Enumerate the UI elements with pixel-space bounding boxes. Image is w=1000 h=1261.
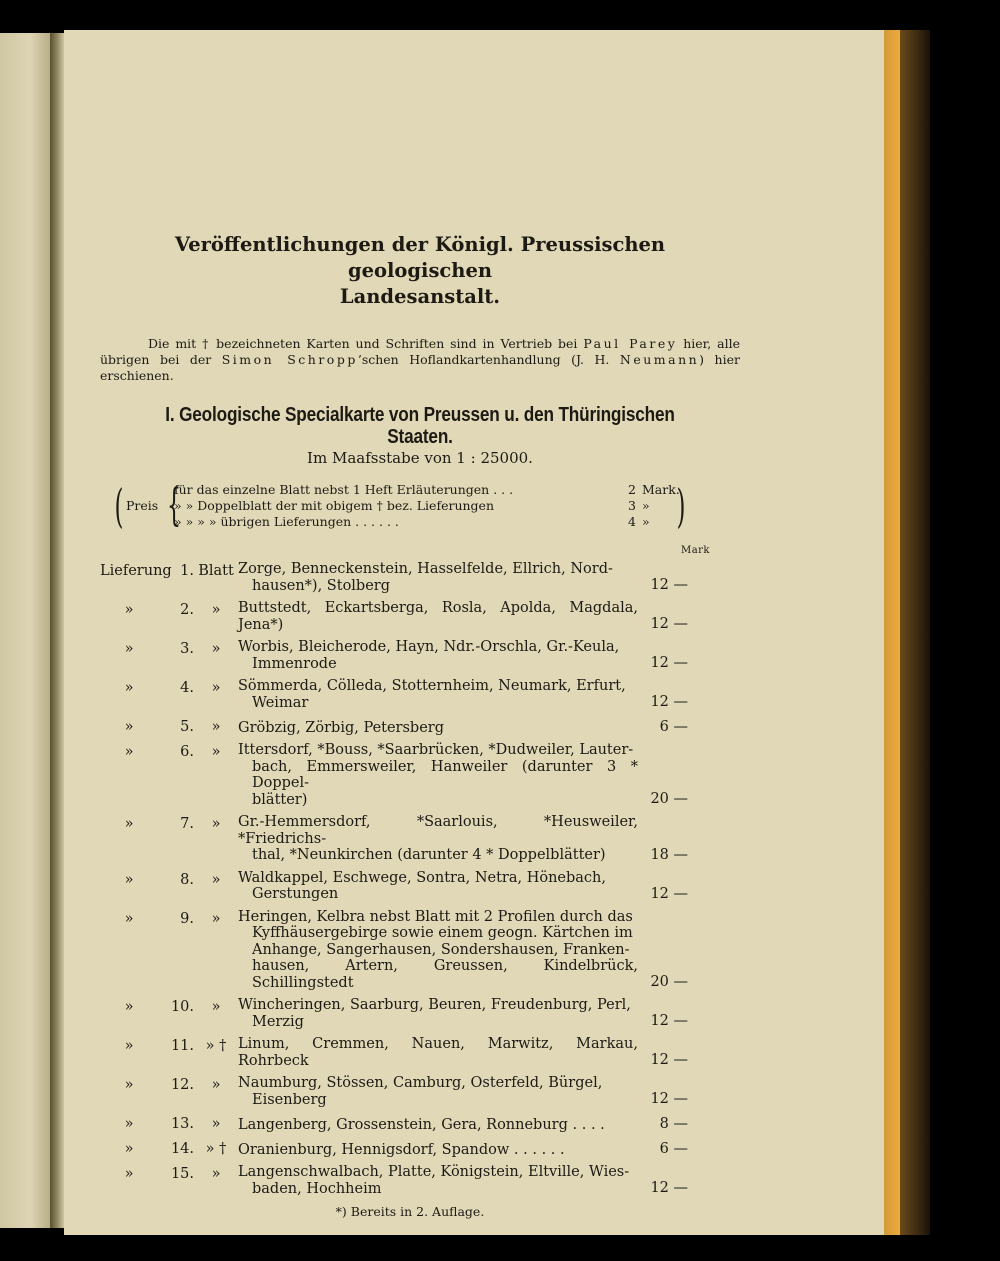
right-paren: ) (676, 479, 686, 533)
entry-lieferung: » (124, 910, 134, 927)
entry-sheets (238, 1117, 638, 1134)
entry-sheet-line: Oranienburg, Hennigsdorf, Spandow . . . . . . (238, 1141, 565, 1158)
entry-number: 8. (180, 871, 194, 888)
entry-sheet-line: Ittersdorf, *Bouss, *Saarbrücken, *Dudweiler, Lauter- (238, 742, 634, 758)
entry-sheet-line: Linum, Cremmen, Nauen, Marwitz, Markau, Rohrbeck (238, 1036, 638, 1069)
entry-blatt: » (211, 999, 221, 1015)
intro-paragraph (100, 336, 740, 384)
entry-number: 9. (180, 910, 194, 927)
entry-number: 5. (180, 719, 194, 735)
entry-sheet-line: baden, Hochheim (252, 1180, 382, 1197)
price-row-value: 4 (628, 514, 636, 529)
entry-lieferung: » (124, 1141, 134, 1157)
intro-text-1: Die mit † bezeichneten Karten und Schriften sind in Vertrieb bei (148, 336, 578, 351)
entry-price: 12 — (650, 1091, 688, 1107)
price-row-unit: » (642, 514, 650, 529)
entry-blatt: » (211, 719, 221, 735)
entry-sheet-line: Wincheringen, Saarburg, Beuren, Freudenburg, Perl, (238, 997, 631, 1013)
book-gutter (50, 33, 64, 1228)
entry-sheet-line: Weimar (252, 694, 309, 711)
entry-price: 20 — (650, 791, 688, 807)
left-paren: ( (114, 479, 124, 533)
entry-sheets (238, 639, 638, 672)
entry-sheet-line: Kyffhäusergebirge sowie einem geogn. Kärtchen im (252, 925, 633, 941)
entry-blatt: » (211, 816, 221, 832)
delivery-entry (100, 1075, 740, 1108)
entry-sheet-line: Langenberg, Grossenstein, Gera, Ronneburg . . . . (238, 1116, 605, 1133)
entry-sheet-line: blätter) (252, 791, 308, 808)
entry-sheet-line: Gerstungen (252, 886, 339, 902)
page-content (100, 232, 740, 1220)
entry-price: 18 — (650, 846, 688, 863)
brace: { (167, 480, 181, 531)
entry-number: 11. (170, 1038, 194, 1054)
entry-blatt: » † (205, 1038, 227, 1054)
entry-blatt: » (211, 1166, 221, 1182)
entry-sheets (238, 742, 638, 808)
entry-lieferung: » (124, 871, 134, 888)
intro-text-2: hier, alle übrigen bei der (100, 336, 741, 367)
delivery-entry (100, 1164, 740, 1197)
entry-number: 2. (180, 602, 194, 618)
entry-number: 10. (170, 999, 194, 1015)
entry-sheet-line: Immenrode (252, 655, 337, 672)
entry-price: 12 — (650, 655, 688, 671)
entry-lieferung: » (124, 1077, 134, 1093)
entry-sheet-line: Heringen, Kelbra nebst Blatt mit 2 Profilen durch das (238, 908, 633, 925)
delivery-entry (100, 678, 740, 711)
delivery-entry (100, 742, 740, 808)
entry-sheet-line: Buttstedt, Eckartsberga, Rosla, Apolda, Magdala, Jena*) (238, 600, 638, 633)
title-line-1: Veröffentlichungen der Königl. Preussischen geologischen (174, 233, 666, 282)
entry-sheet-line: Merzig (252, 1013, 304, 1030)
entry-lieferung: » (124, 1116, 134, 1132)
entry-sheet-line: thal, *Neunkirchen (darunter 4 * Doppelblätter) (252, 847, 606, 863)
price-row-value: 2 (628, 482, 636, 497)
entry-number: 14. (170, 1141, 194, 1157)
delivery-entry (100, 814, 740, 864)
entry-lieferung: » (124, 999, 134, 1015)
entry-price: 12 — (650, 694, 688, 710)
intro-text-4: ) hier erschienen. (100, 352, 740, 383)
delivery-entry (100, 1139, 740, 1158)
entry-sheets (238, 1036, 638, 1069)
price-column-header: Mark (680, 545, 710, 556)
entry-sheet-line: Eisenberg (252, 1091, 327, 1108)
delivery-list (100, 561, 740, 1197)
entry-number: 7. (180, 816, 194, 832)
entry-lieferung: » (124, 602, 134, 618)
entry-sheet-line: Langenschwalbach, Platte, Königstein, Eltville, Wies- (238, 1164, 630, 1180)
entry-sheet-line: Zorge, Benneckenstein, Hasselfelde, Ellrich, Nord- (238, 561, 613, 577)
entry-blatt: » (211, 871, 221, 888)
entry-blatt: » (211, 1116, 221, 1132)
entry-sheets (238, 814, 638, 864)
entry-blatt: » (211, 1077, 221, 1093)
entry-blatt: » (211, 744, 221, 760)
entry-blatt: » (211, 910, 221, 927)
previous-page-edge (0, 33, 50, 1228)
entry-price: 12 — (650, 885, 688, 902)
publisher-parey: Paul Parey (583, 336, 678, 351)
entry-sheet-line: Gröbzig, Zörbig, Petersberg (238, 719, 445, 736)
entry-sheet-line: bach, Emmersweiler, Hanweiler (darunter 3 * Doppel- (252, 758, 638, 791)
publisher-schropp: Simon Schropp (221, 352, 358, 367)
entry-price: 12 — (650, 1013, 688, 1029)
entry-sheet-line: Sömmerda, Cölleda, Stotternheim, Neumark, Erfurt, (238, 678, 626, 694)
entry-lieferung: » (124, 1166, 134, 1182)
price-rows (174, 482, 680, 530)
entry-sheets (238, 678, 638, 711)
price-row-text: » » Doppelblatt der mit obigem † bez. Lieferungen (174, 498, 495, 513)
title-line-2: Landesanstalt. (339, 285, 501, 308)
entry-blatt: » (211, 641, 221, 657)
entry-lieferung: » (124, 744, 134, 760)
entry-price: 6 — (659, 1141, 688, 1157)
price-row (174, 498, 674, 514)
entry-sheet-line: hausen*), Stolberg (252, 577, 391, 594)
book-cover-edge (900, 30, 930, 1235)
price-row (174, 514, 674, 530)
price-row (174, 482, 680, 498)
intro-text-3: ’schen Hoflandkartenhandlung (J. H. (357, 352, 610, 367)
entry-price: 12 — (650, 577, 688, 593)
entry-sheet-line: Gr.-Hemmersdorf, *Saarlouis, *Heusweiler, *Friedrichs- (238, 814, 638, 847)
entry-sheets (238, 1075, 638, 1108)
entry-number: 12. (170, 1077, 194, 1093)
page-title (100, 232, 740, 310)
entry-number: 13. (170, 1116, 194, 1132)
price-row-value: 3 (628, 498, 636, 513)
entry-blatt: Blatt (198, 563, 234, 579)
entry-number: 4. (180, 680, 194, 696)
section-title: I. Geologische Specialkarte von Preussen u. den Thüringischen Staaten. (165, 404, 675, 448)
entry-sheets (238, 1164, 638, 1197)
entry-blatt: » † (205, 1141, 227, 1157)
entry-sheets (238, 561, 638, 594)
entry-lieferung: » (124, 719, 134, 735)
entry-number: 3. (180, 641, 194, 657)
delivery-entry (100, 561, 740, 594)
delivery-entry (100, 717, 740, 736)
entry-price: 20 — (650, 974, 688, 990)
entry-sheet-line: Naumburg, Stössen, Camburg, Osterfeld, Bürgel, (238, 1075, 603, 1091)
entry-blatt: » (211, 602, 221, 618)
entry-blatt: » (211, 680, 221, 696)
entry-lieferung: » (124, 680, 134, 696)
delivery-entry (100, 1036, 740, 1069)
price-row-text: » » » » übrigen Lieferungen . . . . . . (174, 514, 399, 529)
footnote: *) Bereits in 2. Auflage. (335, 1204, 485, 1219)
entry-sheets (238, 1142, 638, 1159)
entry-sheet-line: Worbis, Bleicherode, Hayn, Ndr.-Orschla, Gr.-Keula, (238, 639, 620, 655)
publisher-neumann: Neumann (619, 352, 700, 367)
entry-number: 15. (170, 1166, 194, 1182)
entry-sheets (238, 600, 638, 633)
entry-number: 1. (180, 563, 194, 579)
delivery-entry (100, 1114, 740, 1133)
price-row-unit: » (642, 498, 650, 513)
price-row-text: für das einzelne Blatt nebst 1 Heft Erläuterungen . . . (174, 482, 514, 497)
price-row-unit: Mark. (642, 482, 680, 497)
entry-number: 6. (180, 744, 194, 760)
entry-price: 12 — (650, 1180, 688, 1196)
entry-lieferung: Lieferung (100, 563, 172, 579)
entry-lieferung: » (124, 1038, 134, 1054)
entry-sheets (238, 909, 638, 992)
delivery-entry (100, 639, 740, 672)
entry-sheet-line: Anhange, Sangerhausen, Sondershausen, Franken- (252, 941, 630, 958)
entry-sheet-line: hausen, Artern, Greussen, Kindelbrück, Schillingstedt (252, 958, 638, 991)
map-scale: Im Maafsstabe von 1 : 25000. (307, 449, 533, 467)
entry-lieferung: » (124, 641, 134, 657)
price-label: Preis (126, 498, 159, 513)
price-table (110, 479, 740, 534)
entry-sheets (238, 720, 638, 737)
delivery-entry (100, 909, 740, 992)
entry-price: 12 — (650, 1052, 688, 1068)
entry-sheet-line: Waldkappel, Eschwege, Sontra, Netra, Hönebach, (238, 869, 607, 886)
delivery-entry (100, 997, 740, 1030)
delivery-entry (100, 600, 740, 633)
entry-price: 8 — (659, 1116, 688, 1132)
entry-sheets (238, 997, 638, 1030)
entry-lieferung: » (124, 816, 134, 832)
delivery-entry (100, 870, 740, 903)
page-edge-stack (884, 30, 900, 1235)
entry-price: 6 — (659, 719, 688, 735)
entry-price: 12 — (650, 616, 688, 632)
entry-sheets (238, 870, 638, 903)
